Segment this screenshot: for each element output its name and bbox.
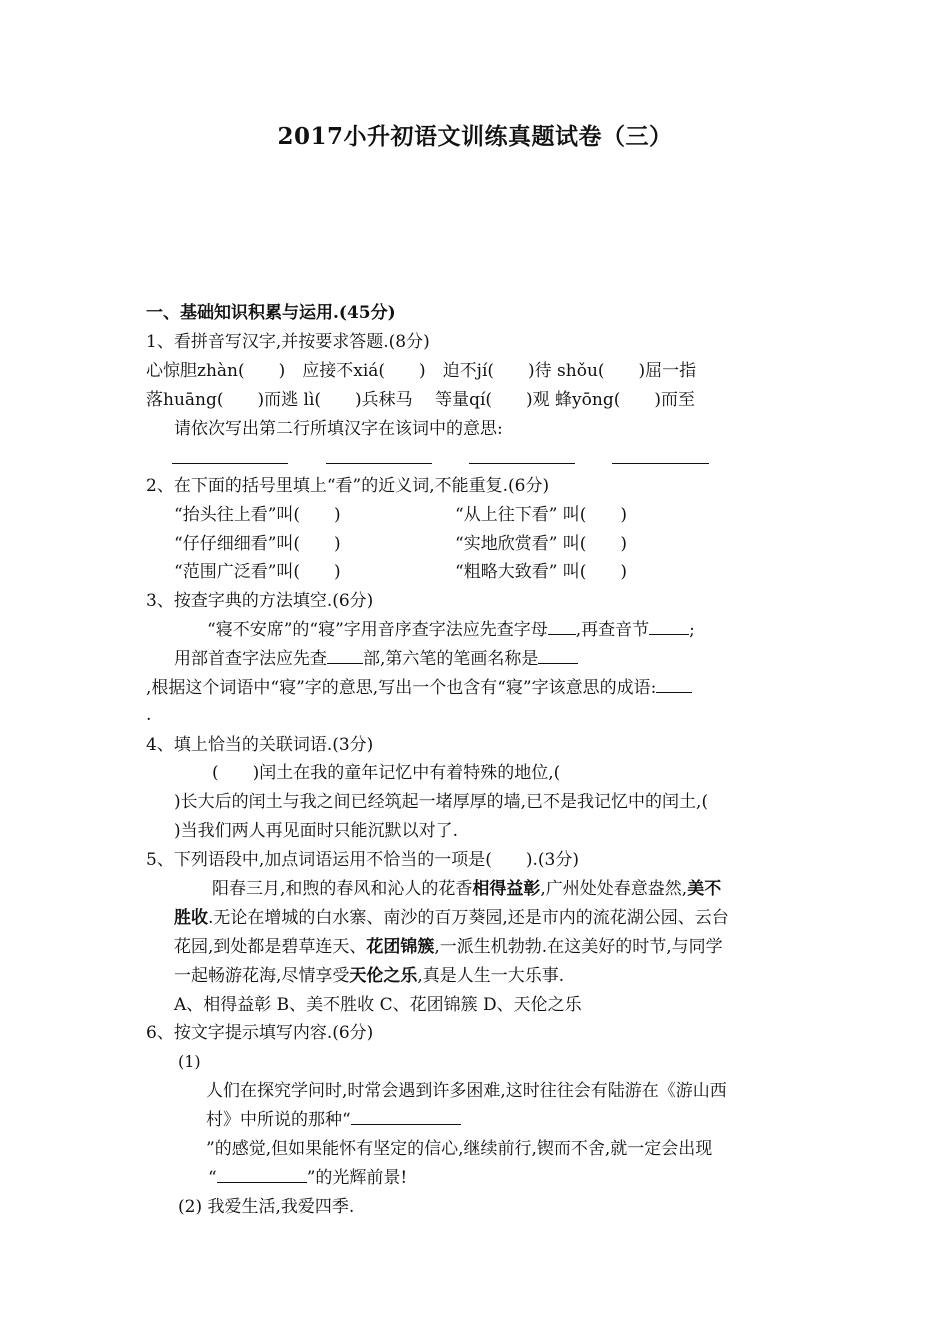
q5-text: 阳春三月,和煦的春风和沁人的花香 xyxy=(212,879,473,899)
q3-line2-text-b: 部,第六笔的笔画名称是 xyxy=(363,649,539,669)
q4-line1: ( )闰土在我的童年记忆中有着特殊的地位,( xyxy=(212,763,561,783)
answer-line-1[interactable] xyxy=(172,463,288,464)
q3-line1 xyxy=(207,619,695,641)
q2-stem: 2、在下面的括号里填上“看”的近义词,不能重复.(6分) xyxy=(146,476,550,496)
answer-line-2[interactable] xyxy=(326,463,432,464)
q3-line1-text-c: ; xyxy=(689,620,695,640)
q5-para-line4 xyxy=(174,965,564,987)
q5-marked-word: 天伦之乐 xyxy=(349,966,418,986)
q5-text: 一起畅游花海,尽情享受 xyxy=(174,966,350,986)
q5-text: ,一派生机勃勃.在这美好的时节,与同学 xyxy=(434,937,723,957)
q5-stem: 5、下列语段中,加点词语运用不恰当的一项是( ).(3分) xyxy=(146,850,579,870)
q5-para-line1 xyxy=(212,878,721,900)
q3-line3-text: ,根据这个词语中“寝”字的意思,写出一个也含有“寝”字该意思的成语: xyxy=(146,678,657,698)
q6-text: “ xyxy=(208,1168,217,1188)
q6-text: 村》中所说的那种“ xyxy=(206,1110,351,1130)
q5-para-line3 xyxy=(174,936,723,958)
q6-sub1-line3: ”的感觉,但如果能怀有坚定的信心,继续前行,锲而不舍,就一定会出现 xyxy=(206,1139,713,1159)
q3-stem: 3、按查字典的方法填空.(6分) xyxy=(146,591,374,611)
q2-item: “实地欣赏看” 叫( ) xyxy=(455,534,628,554)
q6-stem: 6、按文字提示填写内容.(6分) xyxy=(146,1023,374,1043)
q6-sub2: (2) 我爱生活,我爱四季. xyxy=(178,1197,355,1217)
q2-item: “从上往下看” 叫( ) xyxy=(455,505,628,525)
q4-line2: )长大后的闰土与我之间已经筑起一堵厚厚的墙,已不是我记忆中的闰土,( xyxy=(174,792,709,812)
q1-stem: 1、看拼音写汉字,并按要求答题.(8分) xyxy=(146,332,430,352)
q2-item: “抬头往上看”叫( ) xyxy=(174,505,341,525)
q2-item: “仔仔细细看”叫( ) xyxy=(174,534,341,554)
q2-item: “粗略大致看” 叫( ) xyxy=(455,562,628,582)
q3-line2-text-a: 用部首查字法应先查 xyxy=(174,649,327,669)
blank-poem-line-1[interactable] xyxy=(351,1109,461,1125)
q4-stem: 4、填上恰当的关联词语.(3分) xyxy=(146,735,374,755)
q5-text: ,真是人生一大乐事. xyxy=(417,966,565,986)
q1-pinyin-row1: 心惊胆zhàn( ) 应接不xiá( ) 迫不jí( )待 shǒu( )屈一指 xyxy=(146,361,697,381)
blank-syllable[interactable] xyxy=(649,619,689,635)
q3-line1-text-a: “寝不安席”的“寝”字用音序查字法应先查字母 xyxy=(207,620,548,640)
q6-sub1-line4 xyxy=(208,1167,407,1189)
q5-marked-word: 花团锦簇 xyxy=(366,937,435,957)
blank-stroke[interactable] xyxy=(538,648,578,664)
blank-radical[interactable] xyxy=(327,648,363,664)
blank-letter[interactable] xyxy=(548,619,576,635)
q6-sub1-line1: 人们在探究学问时,时常会遇到许多困难,这时往往会有陆游在《游山西 xyxy=(206,1081,727,1101)
q5-marked-word: 美不 xyxy=(687,879,722,899)
q3-line3 xyxy=(146,677,692,699)
q3-line2 xyxy=(174,648,578,670)
q5-options: A、相得益彰 B、美不胜收 C、花团锦簇 D、天伦之乐 xyxy=(174,995,582,1015)
q6-sub1-line2 xyxy=(206,1109,461,1131)
q4-line3: )当我们两人再见面时只能沉默以对了. xyxy=(174,821,459,841)
q5-marked-word: 相得益彰 xyxy=(472,879,541,899)
q5-marked-word: 胜收 xyxy=(174,908,208,928)
q1-instruction: 请依次写出第二行所填汉字在该词中的意思: xyxy=(174,419,503,439)
q1-pinyin-row2: 落huāng( )而逃 lì( )兵秣马 等量qí( )观 蜂yōng( )而至 xyxy=(146,390,695,410)
page-title: 2017小升初语文训练真题试卷（三） xyxy=(277,123,673,150)
q3-line4: . xyxy=(146,705,152,725)
q3-line1-text-b: ,再查音节 xyxy=(575,620,650,640)
q5-text: .无论在增城的白水寨、南沙的百万葵园,还是市内的流花湖公园、云台 xyxy=(208,908,729,928)
blank-poem-line-2[interactable] xyxy=(217,1167,307,1183)
answer-line-4[interactable] xyxy=(612,463,709,464)
section-heading: 一、基础知识积累与运用.(45分) xyxy=(146,303,396,323)
q5-text: 花园,到处都是碧草连天、 xyxy=(174,937,367,957)
blank-idiom[interactable] xyxy=(656,677,692,693)
q5-para-line2 xyxy=(174,907,729,929)
q5-text: ,广州处处春意盎然, xyxy=(540,879,688,899)
q6-sub1-label: (1) xyxy=(178,1052,201,1071)
answer-line-3[interactable] xyxy=(469,463,575,464)
q2-item: “范围广泛看”叫( ) xyxy=(174,562,341,582)
q6-text: ”的光辉前景! xyxy=(306,1168,408,1188)
